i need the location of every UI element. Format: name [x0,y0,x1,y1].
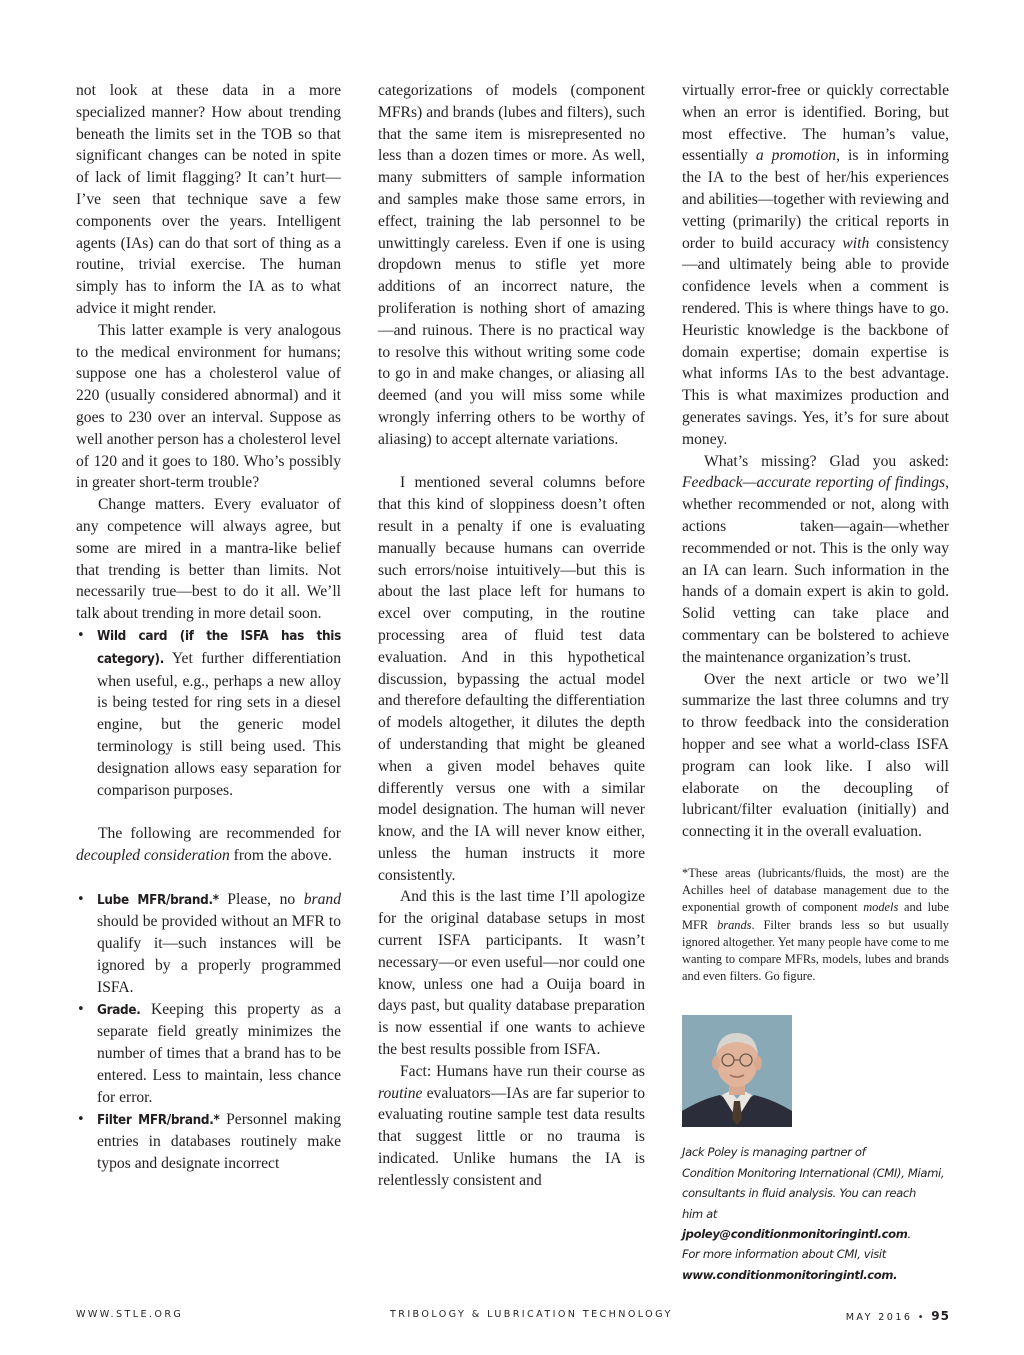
bullet-heading: Grade. [97,1002,141,1018]
emphasis: routine [378,1084,423,1102]
paragraph [76,823,341,867]
paragraph: And this is the last time I’ll apologize for the original database setups in most current ISFA participants. It wasn’t necessary—or even useful—nor could one know, unless one had a Ouija board in days past, but quality database preparation is now essential if one wants to achieve the best results possible from ISFA. [378,888,645,1059]
footer-website: WWW.STLE.ORG [76,1309,184,1320]
bullet-item [76,1109,341,1175]
bullet-item [76,889,341,999]
bio-line: him at [682,1206,718,1221]
text: Please, no [218,890,304,908]
emphasis: a promotion [755,147,837,165]
column-2 [378,80,645,1192]
page-number: 95 [931,1309,950,1323]
footer-separator: • [912,1312,932,1323]
bullet-heading: Filter MFR/brand.* [97,1112,220,1128]
footer-date: MAY 2016 [845,1312,913,1323]
footer-date-page [846,1309,950,1323]
author-bio [682,1142,949,1285]
author-portrait-icon [682,1015,792,1127]
text: virtually error-free or quickly correctable when an error is identified. Boring, but most effective. The human’s value, essentially [682,82,949,165]
bullet-text: Personnel making entries in databases routinely make typos and designate incorrect [97,1110,341,1173]
emphasis: with [842,234,870,252]
paragraph: Over the next article or two we’ll summarize the last three columns and try to throw feedback into the consideration hopper and see what a world-class ISFA program can look like. I also will elaborate on the decoupling of lubricant/filter evaluation (initially) and connecting it in the overall evaluation. [682,670,949,841]
bio-line: consultants in fluid analysis. You can reach [682,1186,916,1201]
emphasis: brand [303,890,341,908]
author-email-link[interactable]: jpoley@conditionmonitoringintl.com [682,1226,908,1241]
bullet-heading: Lube MFR/brand.* [97,892,219,908]
bio-line: Jack Poley is managing partner of [682,1145,866,1160]
bio-line: Condition Monitoring International (CMI), Miami, [682,1165,945,1180]
bullet-item [76,625,341,801]
paragraph: categorizations of models (component MFRs) and brands (lubes and filters), such that the same item is misrepresented no less than a dozen times or more. As well, many submitters of sample information and samples make those same errors, in effect, training the lab personnel to be unwittingly careless. Even if one is using dropdown menus to stifle yet more additions of an incorrect nature, the proliferation is nothing short of amazing—and ruinous. There is no practical way to resolve this without writing some code to go in and make changes, or aliasing all deemed (and you will miss some while wrongly inferring others to be worthy of aliasing) to accept alternate variations. [378,82,645,448]
text: , is in informing the IA to the best of her/his experiences and abilities—together with reviewing and vetting (primarily) the critical reports in order to build accuracy [682,147,949,252]
emphasis: models [863,900,899,915]
emphasis: Feedback—accurate reporting of findings [682,474,946,492]
text: should be provided without an MFR to qualify it—such instances will be ignored by a properly programmed ISFA. [97,913,341,996]
text: Fact: Humans have run their course as [400,1062,645,1080]
text: consistency—and ultimately being able to provide confidence levels when a comment is rendered. This is where things have to go. Heuristic knowledge is the backbone of domain expertise; domain expertise is what informs IAs to the best advantage. This is what maximizes production and generates savings. Yes, it’s for sure about money. [682,234,949,448]
text: evaluators—IAs are far superior to evaluating routine sample test data results that suggest little or no trauma is indicated. Unlike humans the IA is relentlessly consistent and [378,1084,645,1189]
column-1 [76,80,341,1175]
text: What’s missing? Glad you asked: [704,452,949,470]
column-3 [682,80,949,1285]
footnote [682,865,949,985]
author-photo [682,1015,792,1127]
paragraph: I mentioned several columns before that this kind of sloppiness doesn’t often result in a penalty if one is evaluating manually because humans can override such errors/noise intuitively—but this is about the last place left for humans to excel over computing, in the routine processing area of fluid test data evaluation. And in this hypothetical discussion, bypassing the actual model and therefore defaulting the differentiation of models altogether, it dilutes the depth of understanding that might be gleaned when a given model behaves quite differently versus one with a similar model designation. The human will never know, and the IA will never know either, unless the human instructs it more consistently. [378,474,645,884]
text: from the above. [229,846,332,864]
paragraph: not look at these data in a more specialized manner? How about trending beneath the limits set in the TOB so that significant changes can be noted in spite of lack of limit flagging? It can’t hurt—I’ve seen that technique save a few components over the years. Intelligent agents (IAs) can do that sort of thing as a routine, trivial exercise. The human simply has to inform the IA as to what advice it might render. [76,82,341,317]
bullet-item [76,999,341,1109]
paragraph: Change matters. Every evaluator of any competence will always agree, but some are mired in a mantra-like belief that trending is better than limits. Not necessarily true—best to do it all. We’ll talk about trending in more detail soon. [76,496,341,623]
text: The following are recommended for [98,825,341,843]
text: . [907,1226,911,1241]
paragraph [378,1061,645,1192]
cmi-website-link[interactable]: www.conditionmonitoringintl.com. [682,1267,898,1282]
footer-publication: TRIBOLOGY & LUBRICATION TECHNOLOGY [390,1309,673,1320]
bio-line: For more information about CMI, visit [682,1247,886,1262]
paragraph: This latter example is very analogous to the medical environment for humans; suppose one has a cholesterol value of 220 (usually considered abnormal) and it goes to 230 over an interval. Suppose as well another person has a cholesterol level of 120 and it goes to 180. Who’s possibly in greater short-term trouble? [76,321,341,492]
emphasis: decoupled consideration [76,846,230,864]
bullet-text: Yet further differentiation when useful, e.g., perhaps a new alloy is being tested for ring sets in a diesel engine, but the generic model terminology is still being used. This designation allows easy separation for comparison purposes. [97,649,341,799]
text: and lube MFR [682,900,949,932]
text: *These areas (lubricants/fluids, the most) are the Achilles heel of database management due to the exponential growth of component [682,865,949,915]
bullet-heading: Wild card (if the ISFA has this category). [97,628,341,667]
paragraph [682,451,949,669]
text: . Filter brands less so but usually ignored altogether. Yet many people have come to me wanting to compare MFRs, models, lubes and brands and even filters. Go figure. [682,917,949,984]
bullet-text: Keeping this property as a separate field greatly minimizes the number of times that a brand has to be entered. Less to maintain, less chance for error. [97,1000,341,1106]
text: , whether recommended or not, along with actions taken—again—whether recommended or not. This is the only way an IA can learn. Such information in the hands of a domain expert is akin to gold. Solid vetting can take place and commentary can be bolstered to achieve the maintenance organization’s trust. [682,474,949,666]
emphasis: brands [717,917,752,932]
paragraph [682,80,949,451]
